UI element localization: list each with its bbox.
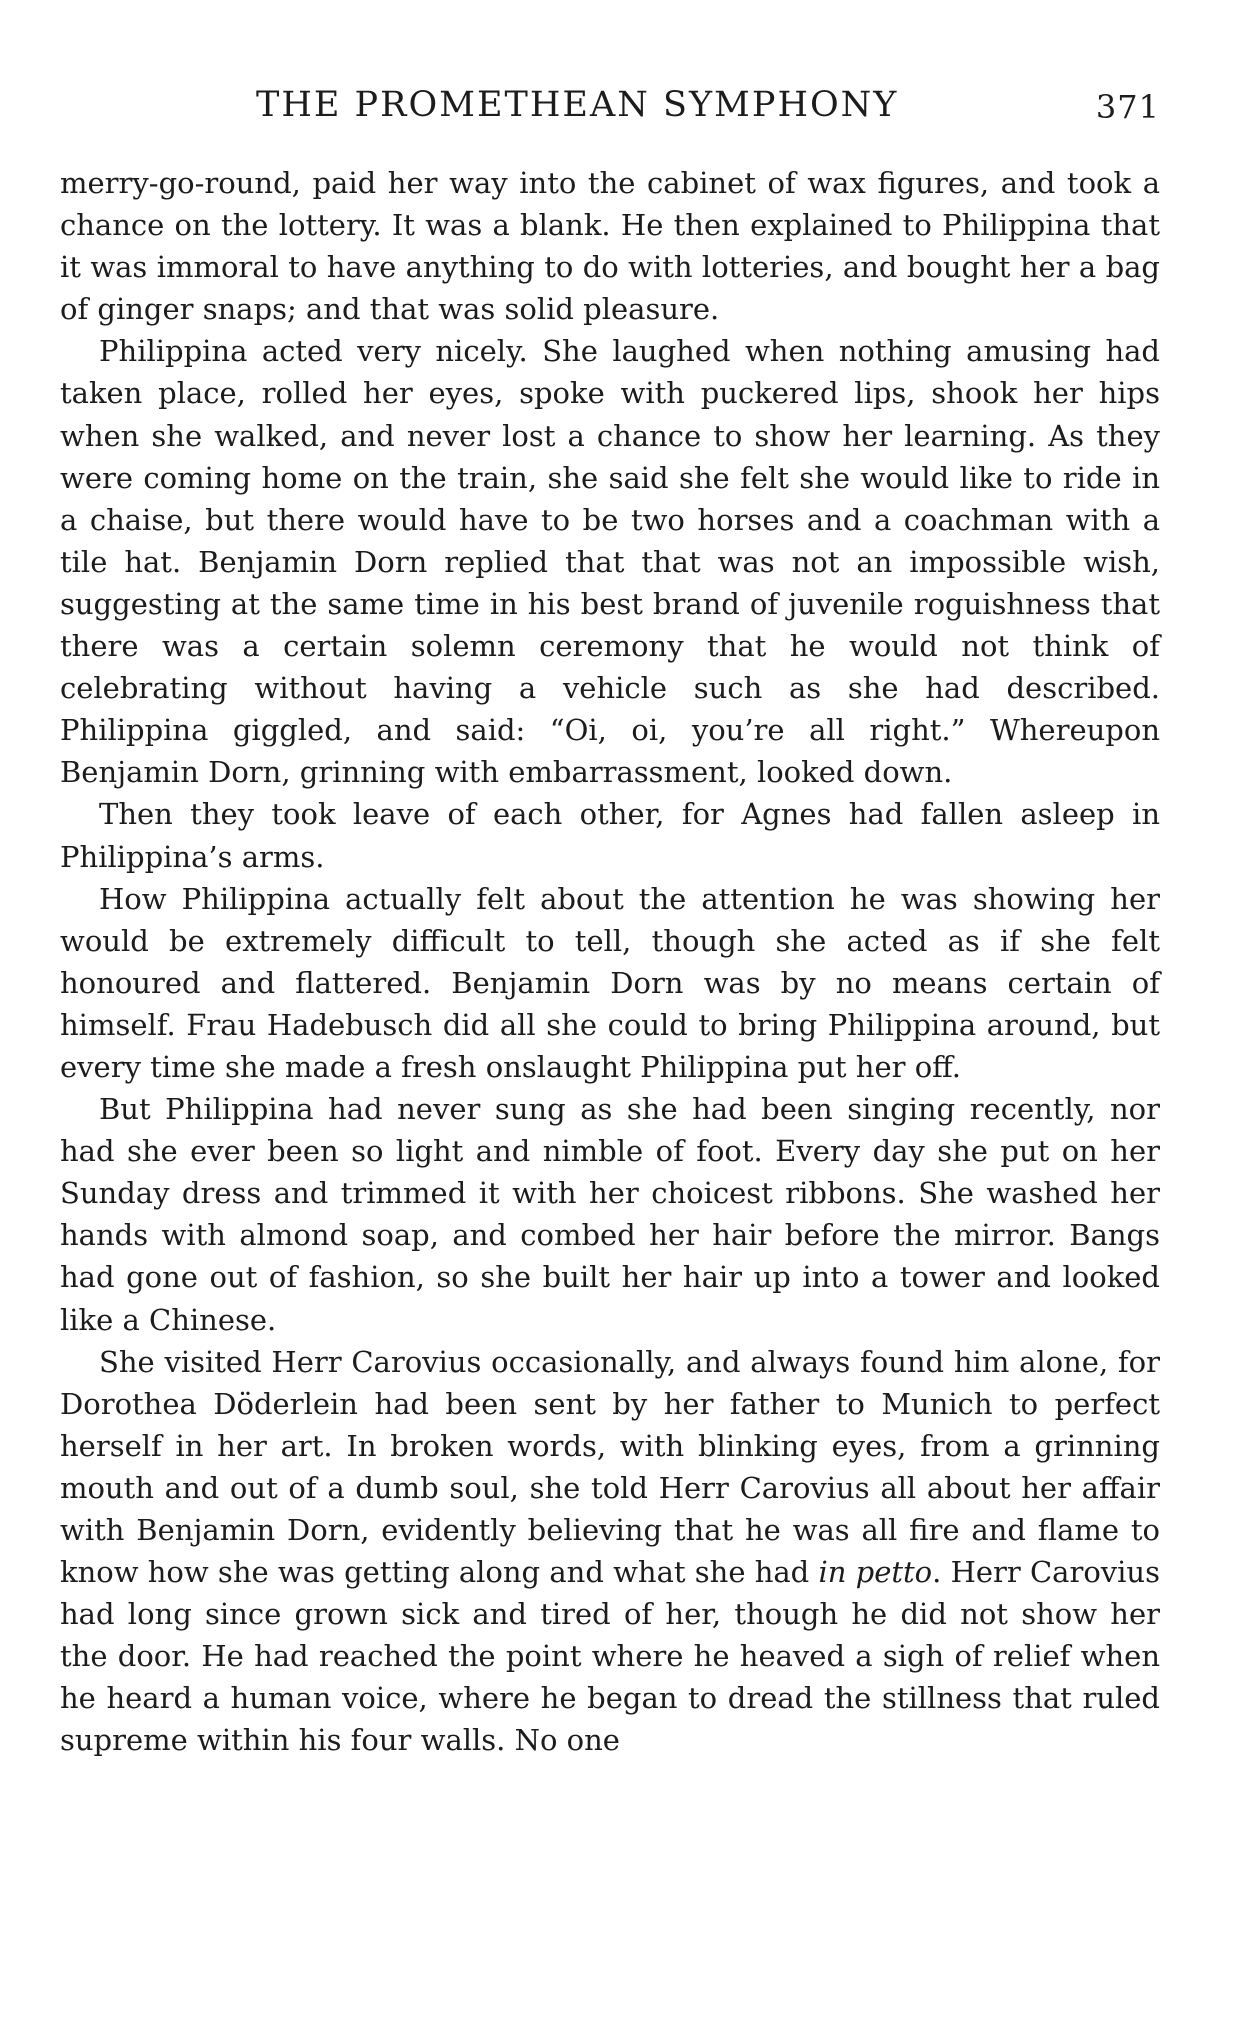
paragraph: How Philippina actually felt about the attention he was showing her would be extremely difficult to tell, though she acted as if she felt honoured and flattered. Benjamin Dorn was by no means certain of himself. Frau Hadebusch did all she could to bring Philippina around, but every time she made a fresh onslaught Philippina put her off.: [60, 881, 1160, 1084]
running-head: [60, 80, 1160, 130]
running-title: THE PROMETHEAN SYMPHONY: [256, 85, 899, 125]
paragraph-continued: merry-go-round, paid her way into the cabinet of wax figures, and took a chance on the lottery. It was a blank. He then explained to Philippina that it was immoral to have anything to do with lotteries, and bought her a bag of ginger snaps; and that was solid pleasure.: [60, 166, 1160, 327]
body-text: [60, 162, 1160, 1762]
italic-phrase: in petto: [818, 1555, 933, 1590]
paragraph: Then they took leave of each other, for Agnes had fallen asleep in Philippina’s arms.: [60, 797, 1160, 874]
paragraph: [60, 1341, 1160, 1762]
paragraph-text-start: She visited Herr Carovius occasionally, and always found him alone, for Dorothea Döderlein had been sent by her father to Munich to perfect herself in her art. In broken words, with blinking eyes, from a grinning mouth and out of a dumb soul, she told Herr Carovius all about her affair with Benjamin Dorn, evidently believing that he was all fire and flame to know how she was getting along and what she had: [60, 1344, 1160, 1590]
paragraph: But Philippina had never sung as she had been singing recently, nor had she ever been so light and nimble of foot. Every day she put on her Sunday dress and trimmed it with her choicest ribbons. She washed her hands with almond soap, and combed her hair before the mirror. Bangs had gone out of fashion, so she built her hair up into a tower and looked like a Chinese.: [60, 1092, 1160, 1337]
page-number: 371: [1095, 88, 1160, 126]
paragraph-text-end: . Herr Carovius had long since grown sick and tired of her, though he did not show her the door. He had reached the point where he heaved a sigh of relief when he heard a human voice, where he began to dread the stillness that ruled supreme within his four walls. No one: [60, 1555, 1160, 1758]
paragraph: Philippina acted very nicely. She laughed when nothing amusing had taken place, rolled her eyes, spoke with puckered lips, shook her hips when she walked, and never lost a chance to show her learning. As they were coming home on the train, she said she felt she would like to ride in a chaise, but there would have to be two horses and a coachman with a tile hat. Benjamin Dorn replied that that was not an impossible wish, suggesting at the same time in his best brand of juvenile roguishness that there was a certain solemn ceremony that he would not think of celebrating without having a vehicle such as she had described. Philippina giggled, and said: “Oi, oi, you’re all right.” Whereupon Benjamin Dorn, grinning with embarrassment, looked down.: [60, 334, 1160, 790]
